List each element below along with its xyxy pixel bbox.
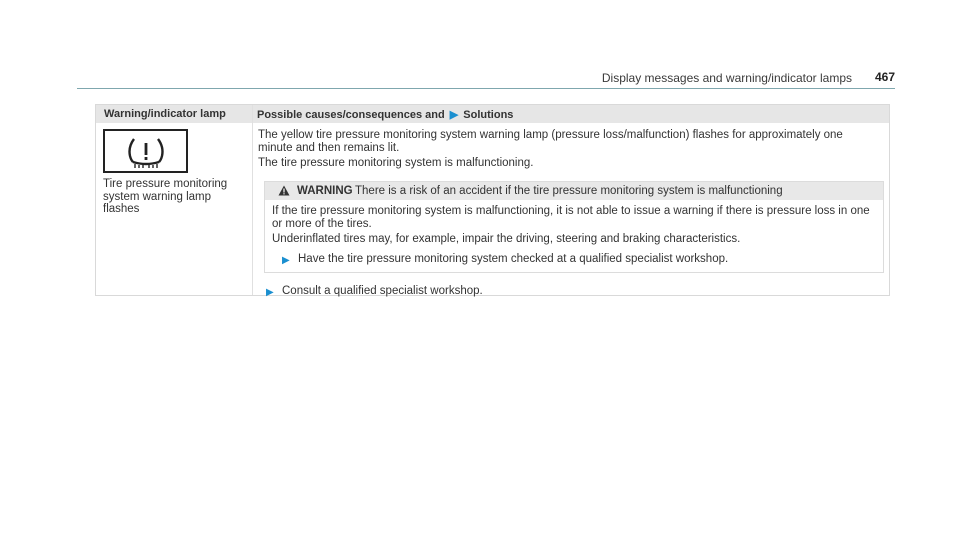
running-header: Display messages and warning/indicator lamps: [601, 71, 852, 85]
table-header-row: [96, 105, 889, 123]
warning-description: There is a risk of an accident if the tire pressure monitoring system is malfunctioning: [355, 185, 783, 197]
column-header-causes-text: Possible causes/consequences and: [257, 109, 445, 121]
final-action: Consult a qualified specialist workshop.: [282, 285, 483, 297]
lamp-description: Tire pressure monitoring system warning lamp flashes: [103, 178, 228, 215]
header-rule: [77, 88, 895, 89]
warning-action: Have the tire pressure monitoring system checked at a qualified specialist workshop.: [298, 253, 729, 265]
warning-text-1: If the tire pressure monitoring system is malfunctioning, it is not able to issue a warning if there is pressure loss in one or more of the tires.: [272, 205, 870, 230]
cause-paragraph-2: The tire pressure monitoring system is malfunctioning.: [258, 157, 534, 169]
column-header-lamp: Warning/indicator lamp: [104, 108, 226, 120]
warning-box: [264, 181, 884, 273]
warning-triangle-icon: [278, 185, 290, 199]
column-header-causes: [257, 108, 513, 121]
warning-lamp-table: [95, 104, 890, 296]
warning-title: WARNING: [297, 185, 353, 197]
play-arrow-icon: ▶: [449, 109, 459, 121]
column-header-solutions-text: Solutions: [463, 109, 514, 121]
warning-header: [265, 182, 883, 200]
tire-pressure-warning-icon: [103, 129, 188, 173]
action-arrow-icon: ▶: [266, 287, 274, 298]
warning-text-2: Underinflated tires may, for example, impair the driving, steering and braking characteristics.: [272, 233, 741, 245]
column-divider: [252, 105, 253, 295]
action-arrow-icon: ▶: [282, 255, 290, 266]
page-number: 467: [874, 70, 895, 84]
cause-paragraph-1: The yellow tire pressure monitoring system warning lamp (pressure loss/malfunction) flashes for approximately one minute and then remains lit.: [258, 129, 843, 154]
